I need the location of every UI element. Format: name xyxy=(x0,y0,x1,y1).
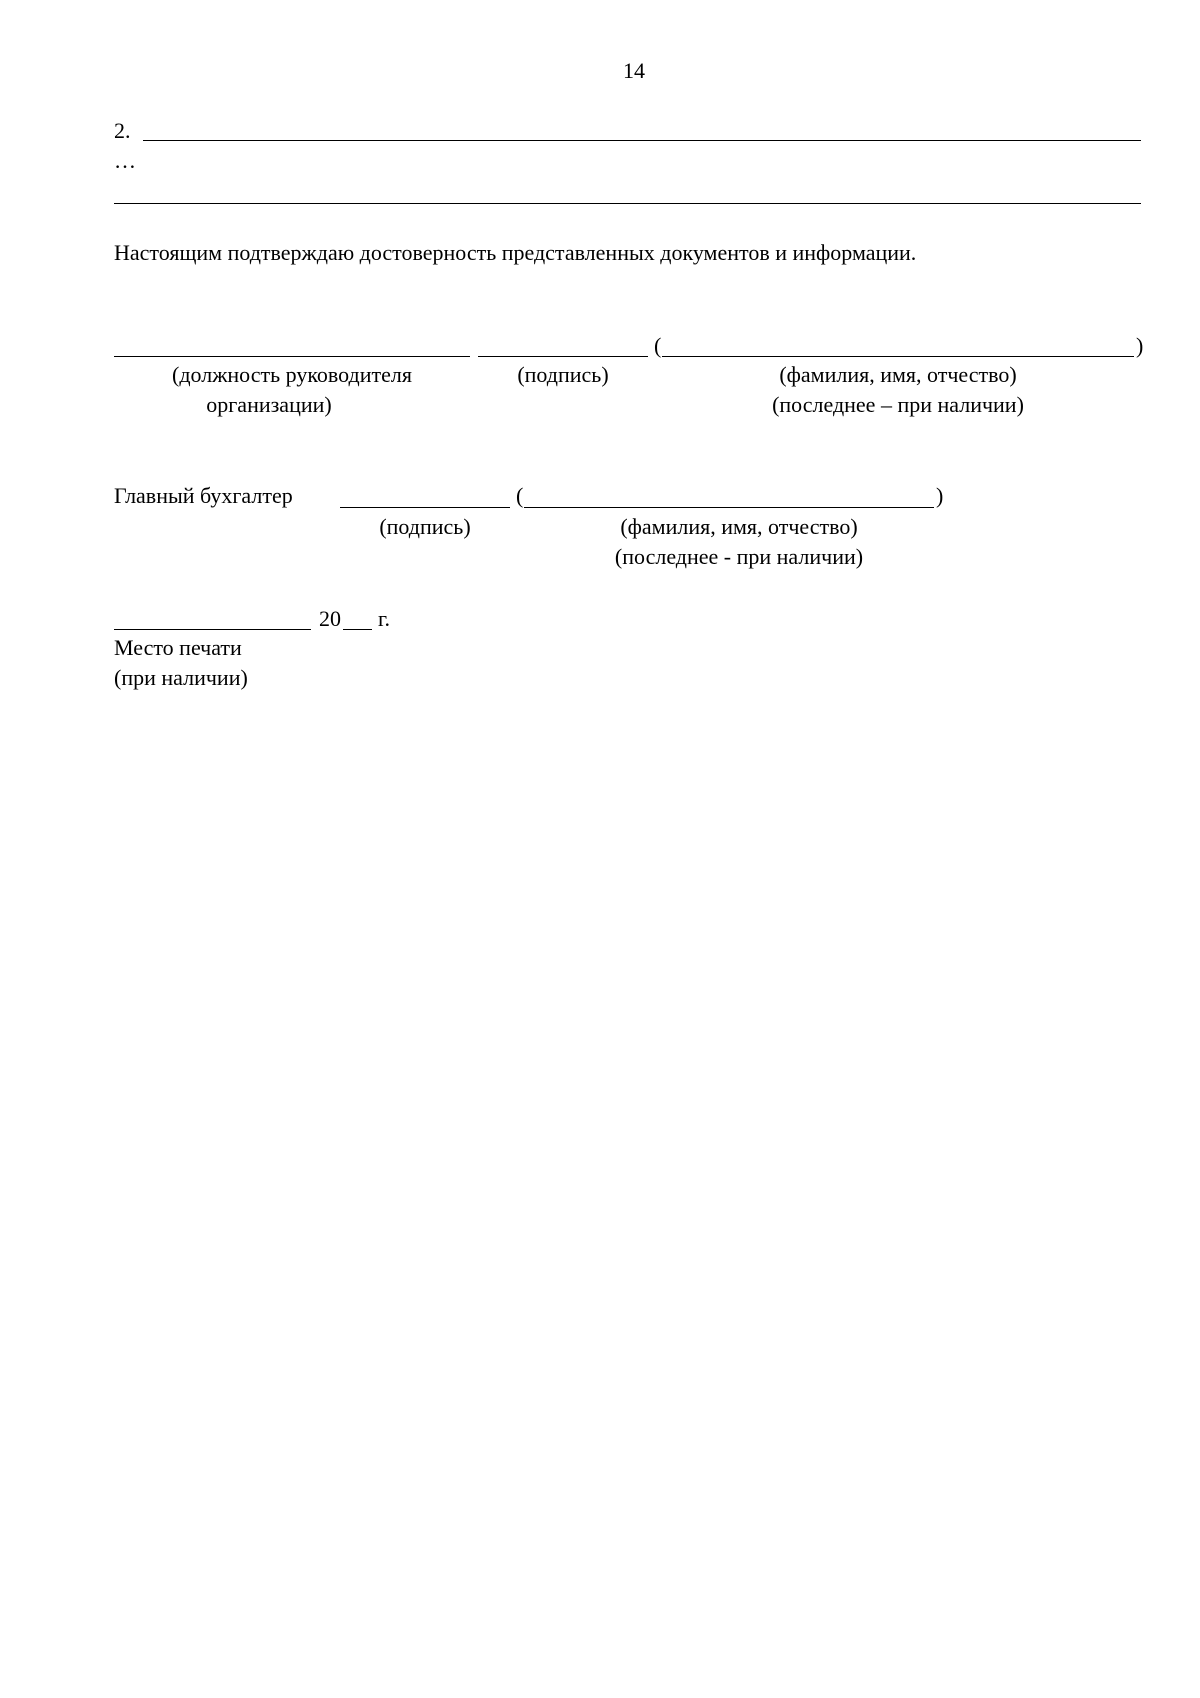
chief-accountant-signature-caption: (подпись) xyxy=(379,514,471,539)
stamp-note: (при наличии) xyxy=(114,665,248,690)
chief-accountant-signature-line xyxy=(340,507,510,508)
date-line xyxy=(114,629,311,630)
chief-accountant-name-caption-line2: (последнее - при наличии) xyxy=(614,544,864,569)
chief-accountant-name-line xyxy=(524,507,934,508)
date-year-suffix: г. xyxy=(378,606,391,631)
stamp-label: Место печати xyxy=(114,635,242,660)
position-line xyxy=(114,356,470,357)
chief-accountant-open-paren: ( xyxy=(516,483,524,508)
position-caption-line2: организации) xyxy=(206,392,332,417)
list-item-number: 2. xyxy=(114,118,131,143)
head-name-caption-line2: (последнее – при наличии) xyxy=(772,392,1024,417)
chief-accountant-label: Главный бухгалтер xyxy=(114,483,293,508)
chief-accountant-name-caption-line1: (фамилия, имя, отчество) xyxy=(620,514,858,539)
head-signature-caption: (подпись) xyxy=(517,362,609,387)
list-ellipsis: … xyxy=(114,148,136,173)
fill-line-continuation xyxy=(114,203,1141,204)
head-name-close-paren: ) xyxy=(1136,333,1144,358)
head-name-open-paren: ( xyxy=(654,333,662,358)
confirmation-statement: Настоящим подтверждаю достоверность представленных документов и информации. xyxy=(114,240,917,265)
head-name-line xyxy=(662,356,1134,357)
head-name-caption-line1: (фамилия, имя, отчество) xyxy=(779,362,1017,387)
date-year-line xyxy=(343,629,372,630)
chief-accountant-close-paren: ) xyxy=(936,483,944,508)
date-year-prefix: 20 xyxy=(319,606,341,631)
head-signature-line xyxy=(478,356,648,357)
fill-line-item-2 xyxy=(143,140,1141,141)
page-number: 14 xyxy=(623,58,645,83)
position-caption-line1: (должность руководителя xyxy=(172,362,412,387)
